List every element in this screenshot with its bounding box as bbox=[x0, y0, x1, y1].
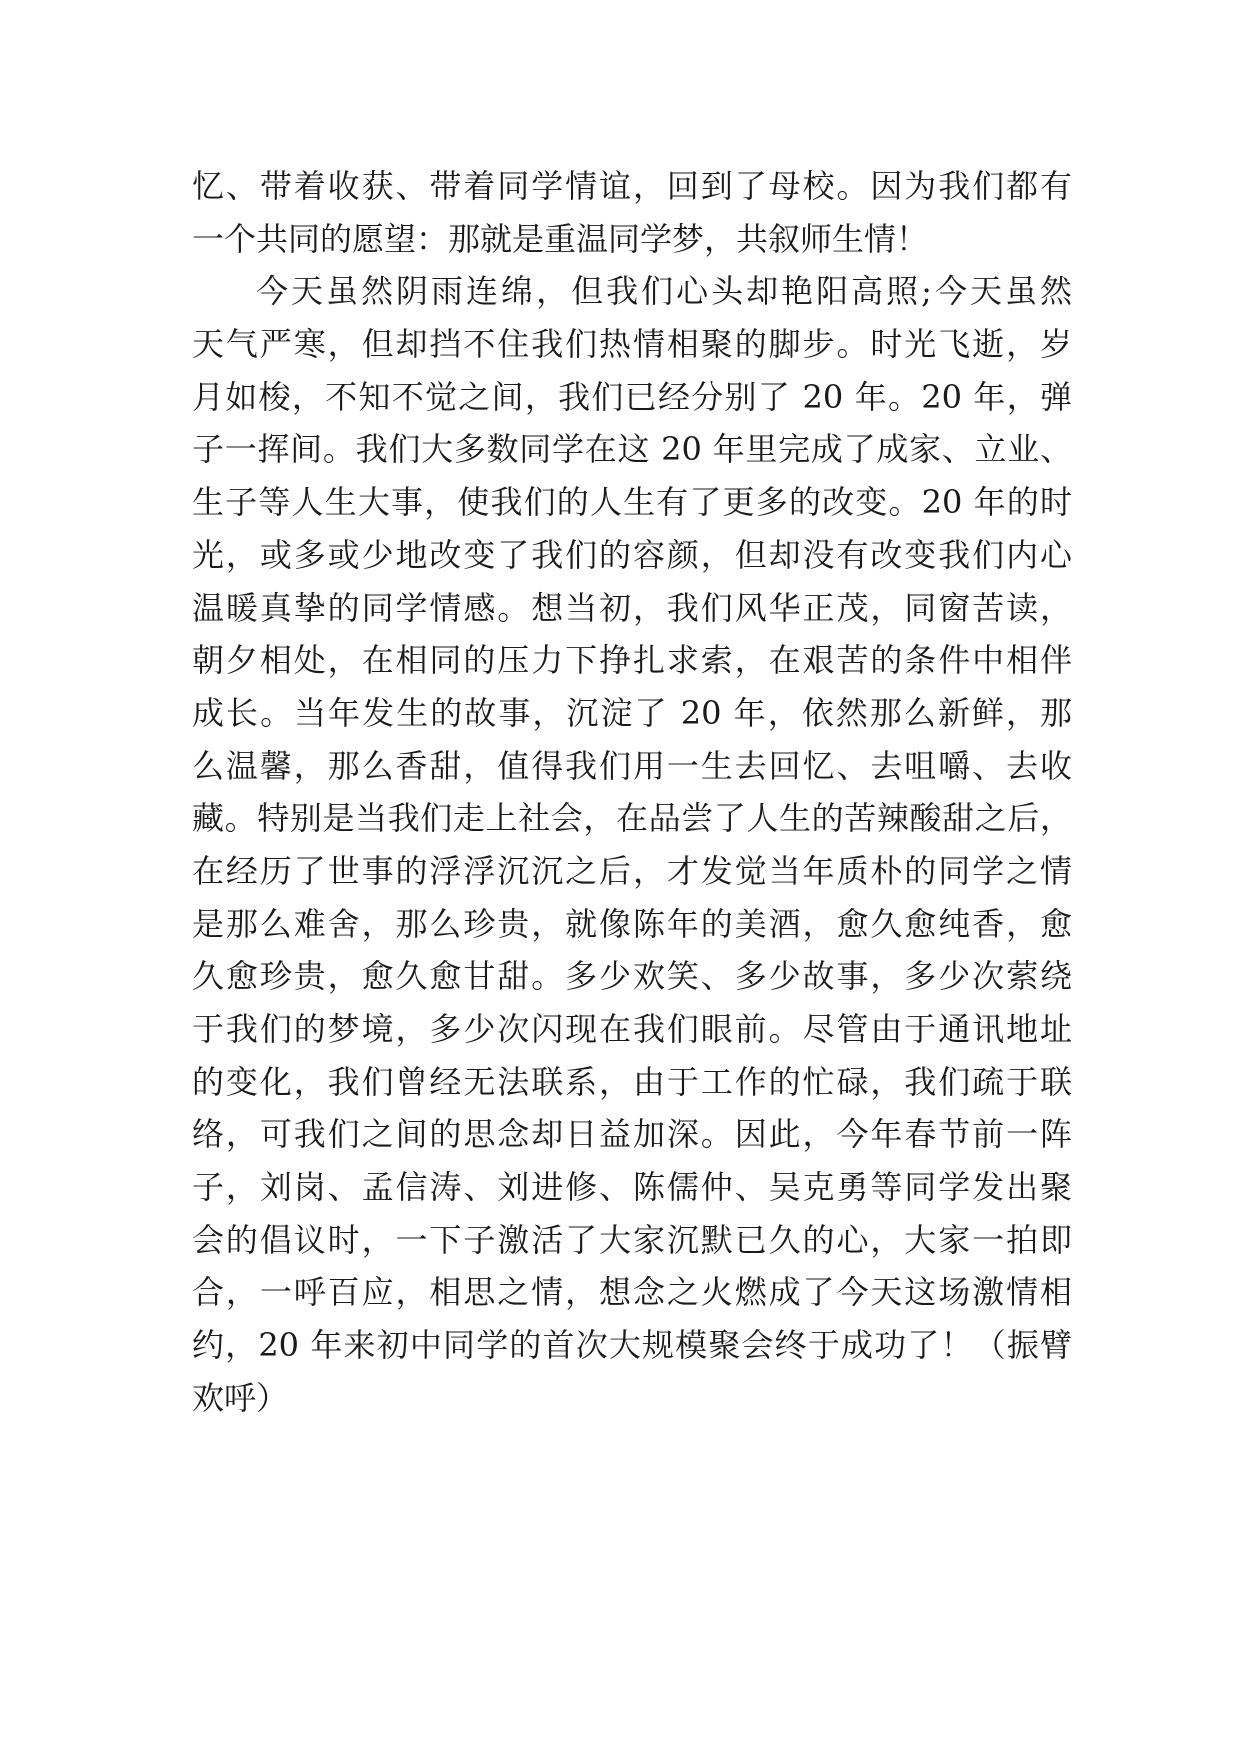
text-line: 的变化，我们曾经无法联系，由于工作的忙碌，我们疏于联 bbox=[192, 1062, 1072, 1101]
text-line: 天气严寒，但却挡不住我们热情相聚的脚步。时光飞逝，岁 bbox=[192, 325, 1072, 364]
text-line: 光，或多或少地改变了我们的容颜，但却没有改变我们内心 bbox=[192, 535, 1072, 574]
paragraph-first-line: 今天虽然阴雨连绵，但我们心头却艳阳高照;今天虽然 bbox=[256, 272, 1072, 311]
text-line: 温暖真挚的同学情感。想当初，我们风华正茂，同窗苦读， bbox=[192, 588, 1072, 627]
text-line: 久愈珍贵，愈久愈甘甜。多少欢笑、多少故事，多少次萦绕 bbox=[192, 957, 1072, 996]
text-line: 约，20 年来初中同学的首次大规模聚会终于成功了！（振臂 bbox=[192, 1326, 1072, 1365]
text-line: 生子等人生大事，使我们的人生有了更多的改变。20 年的时 bbox=[192, 483, 1072, 522]
text-line: 会的倡议时，一下子激活了大家沉默已久的心，大家一拍即 bbox=[192, 1220, 1072, 1259]
text-line: 子一挥间。我们大多数同学在这 20 年里完成了成家、立业、 bbox=[192, 430, 1072, 469]
text-line: 是那么难舍，那么珍贵，就像陈年的美酒，愈久愈纯香，愈 bbox=[192, 904, 1072, 943]
text-line: 朝夕相处，在相同的压力下挣扎求索，在艰苦的条件中相伴 bbox=[192, 641, 1072, 680]
text-line: 忆、带着收获、带着同学情谊，回到了母校。因为我们都有 bbox=[192, 167, 1072, 205]
text-line: 么温馨，那么香甜，值得我们用一生去回忆、去咀嚼、去收 bbox=[192, 746, 1072, 785]
text-line: 成长。当年发生的故事，沉淀了 20 年，依然那么新鲜，那 bbox=[192, 693, 1072, 732]
text-line: 欢呼） bbox=[192, 1378, 289, 1417]
text-line: 络，可我们之间的思念却日益加深。因此，今年春节前一阵 bbox=[192, 1115, 1072, 1154]
text-line: 藏。特别是当我们走上社会，在品尝了人生的苦辣酸甜之后， bbox=[192, 799, 1072, 838]
text-line: 子，刘岗、孟信涛、刘进修、陈儒仲、吴克勇等同学发出聚 bbox=[192, 1168, 1072, 1207]
text-line: 一个共同的愿望：那就是重温同学梦，共叙师生情！ bbox=[192, 219, 929, 258]
text-line: 合，一呼百应，相思之情，想念之火燃成了今天这场激情相 bbox=[192, 1273, 1072, 1312]
body-text bbox=[192, 160, 1072, 1425]
text-line: 月如梭，不知不觉之间，我们已经分别了 20 年。20 年，弹 bbox=[192, 377, 1072, 416]
text-line: 于我们的梦境，多少次闪现在我们眼前。尽管由于通讯地址 bbox=[192, 1010, 1072, 1048]
text-line: 在经历了世事的浮浮沉沉之后，才发觉当年质朴的同学之情 bbox=[192, 851, 1072, 890]
